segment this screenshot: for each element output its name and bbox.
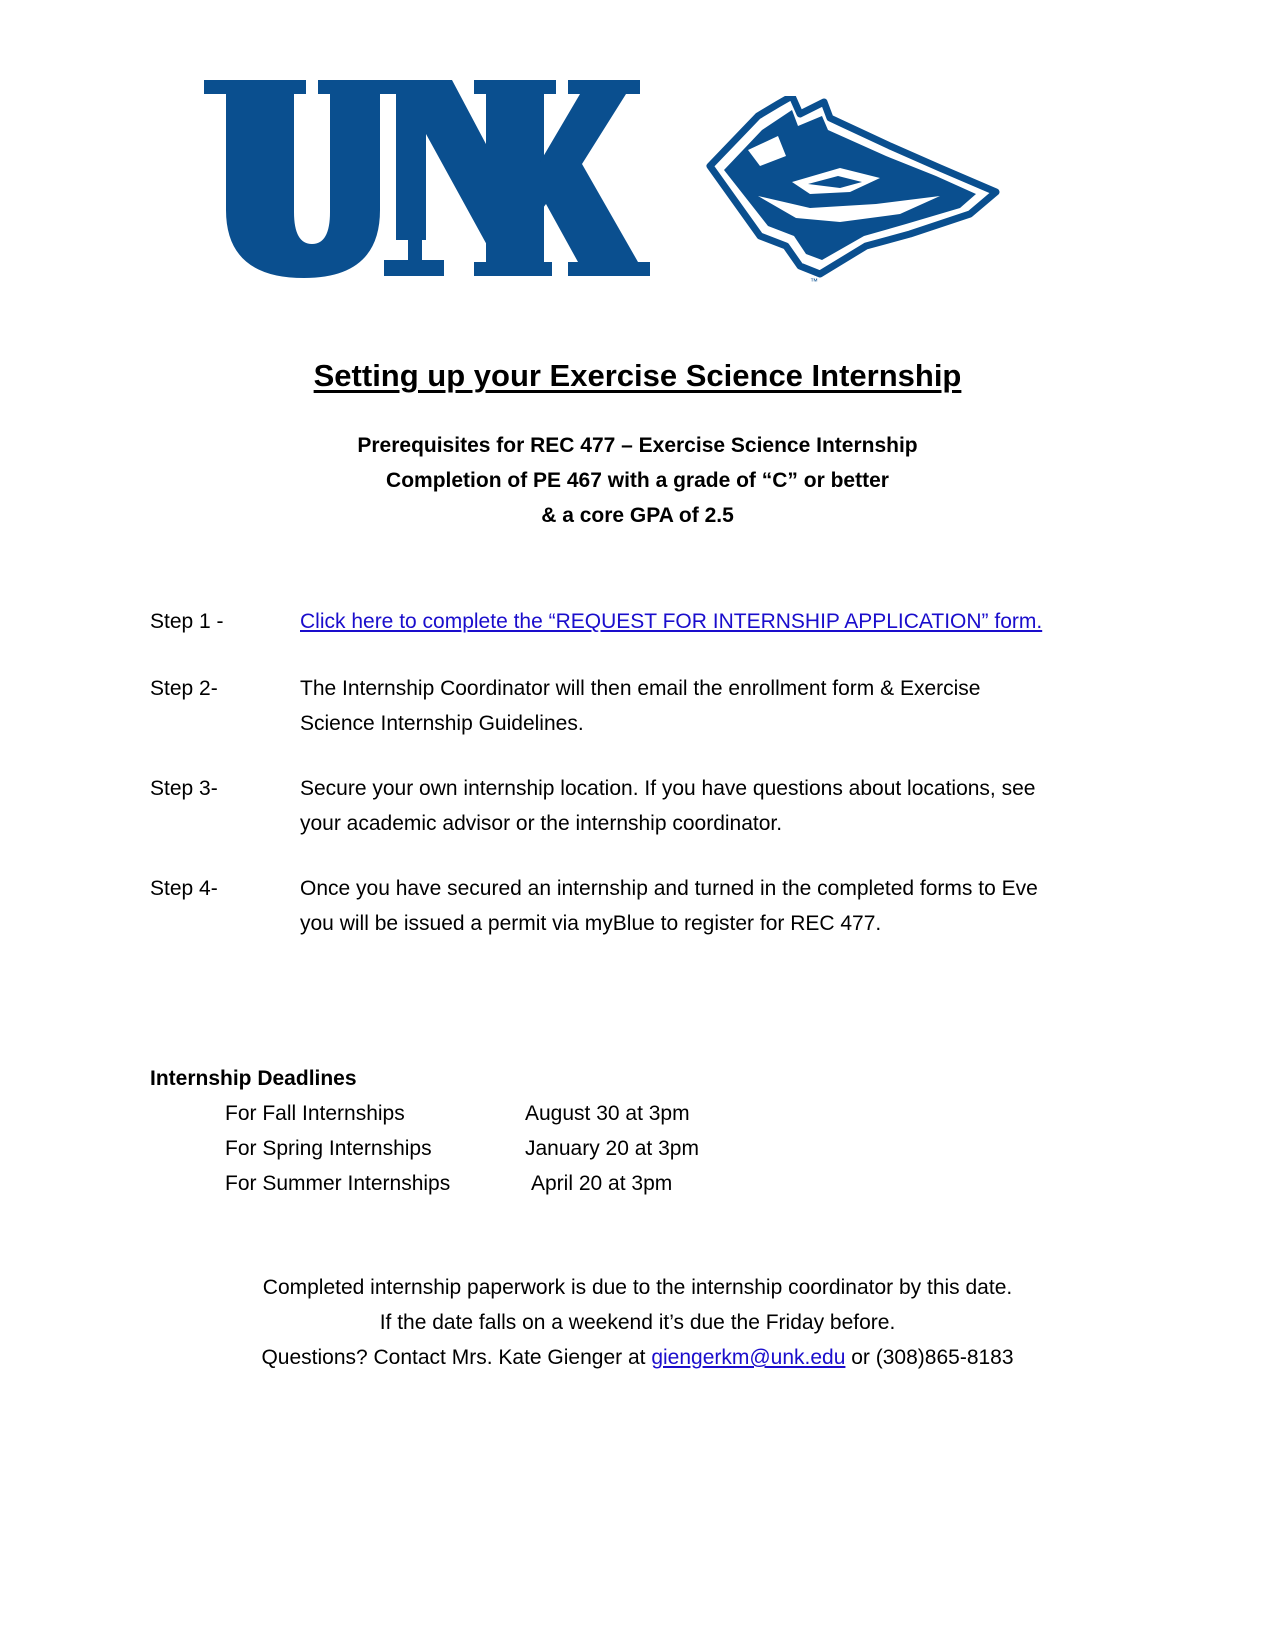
deadline-term: For Fall Internships <box>225 1102 405 1125</box>
step-text-line: you will be issued a permit via myBlue to register for REC 477. <box>300 912 882 935</box>
footer-line: Completed internship paperwork is due to the internship coordinator by this date. <box>262 1276 1013 1299</box>
step-label: Step 2- <box>150 677 218 700</box>
deadline-row <box>150 1166 850 1201</box>
prerequisites-line: Completion of PE 467 with a grade of “C” or better <box>386 469 889 492</box>
prerequisites-line: Prerequisites for REC 477 – Exercise Science Internship <box>357 434 918 457</box>
internship-deadlines <box>150 1061 850 1201</box>
deadline-date: January 20 at 3pm <box>525 1137 699 1160</box>
lopers-mascot-icon <box>700 96 1000 286</box>
footer-line: If the date falls on a weekend it’s due the Friday before. <box>379 1311 896 1334</box>
deadline-term: For Summer Internships <box>225 1172 451 1195</box>
deadline-term: For Spring Internships <box>225 1137 432 1160</box>
step-label: Step 1 - <box>150 610 224 633</box>
step-text-line: Once you have secured an internship and turned in the completed forms to Eve <box>300 877 1038 900</box>
prerequisites-block <box>0 428 1275 533</box>
step-text <box>300 771 1130 841</box>
unk-wordmark-logo <box>204 80 650 280</box>
step-label: Step 4- <box>150 877 218 900</box>
step-text <box>300 871 1130 941</box>
contact-line <box>0 1340 1275 1375</box>
step-text <box>300 604 1130 639</box>
step-label: Step 3- <box>150 777 218 800</box>
deadline-row <box>150 1131 850 1166</box>
svg-text:™: ™ <box>810 277 818 286</box>
contact-prefix: Questions? Contact Mrs. Kate Gienger at <box>261 1346 652 1369</box>
deadline-date: April 20 at 3pm <box>531 1172 673 1195</box>
contact-suffix: or (308)865-8183 <box>845 1346 1014 1369</box>
deadline-row <box>150 1096 850 1131</box>
step-text-line: Secure your own internship location. If you have questions about locations, see <box>300 777 1036 800</box>
step-text <box>300 671 1130 741</box>
page-title: Setting up your Exercise Science Internship <box>313 358 962 393</box>
deadline-date: August 30 at 3pm <box>525 1102 690 1125</box>
prerequisites-line: & a core GPA of 2.5 <box>541 504 734 527</box>
step-text-line: The Internship Coordinator will then email the enrollment form & Exercise <box>300 677 981 700</box>
deadlines-heading: Internship Deadlines <box>150 1067 357 1090</box>
step-text-line: Science Internship Guidelines. <box>300 712 584 735</box>
step-text-line: your academic advisor or the internship coordinator. <box>300 812 783 835</box>
request-internship-application-link[interactable]: Click here to complete the “REQUEST FOR INTERNSHIP APPLICATION” form. <box>300 610 1043 633</box>
footer-notes <box>0 1270 1275 1375</box>
contact-email-link[interactable]: giengerkm@unk.edu <box>651 1346 846 1369</box>
